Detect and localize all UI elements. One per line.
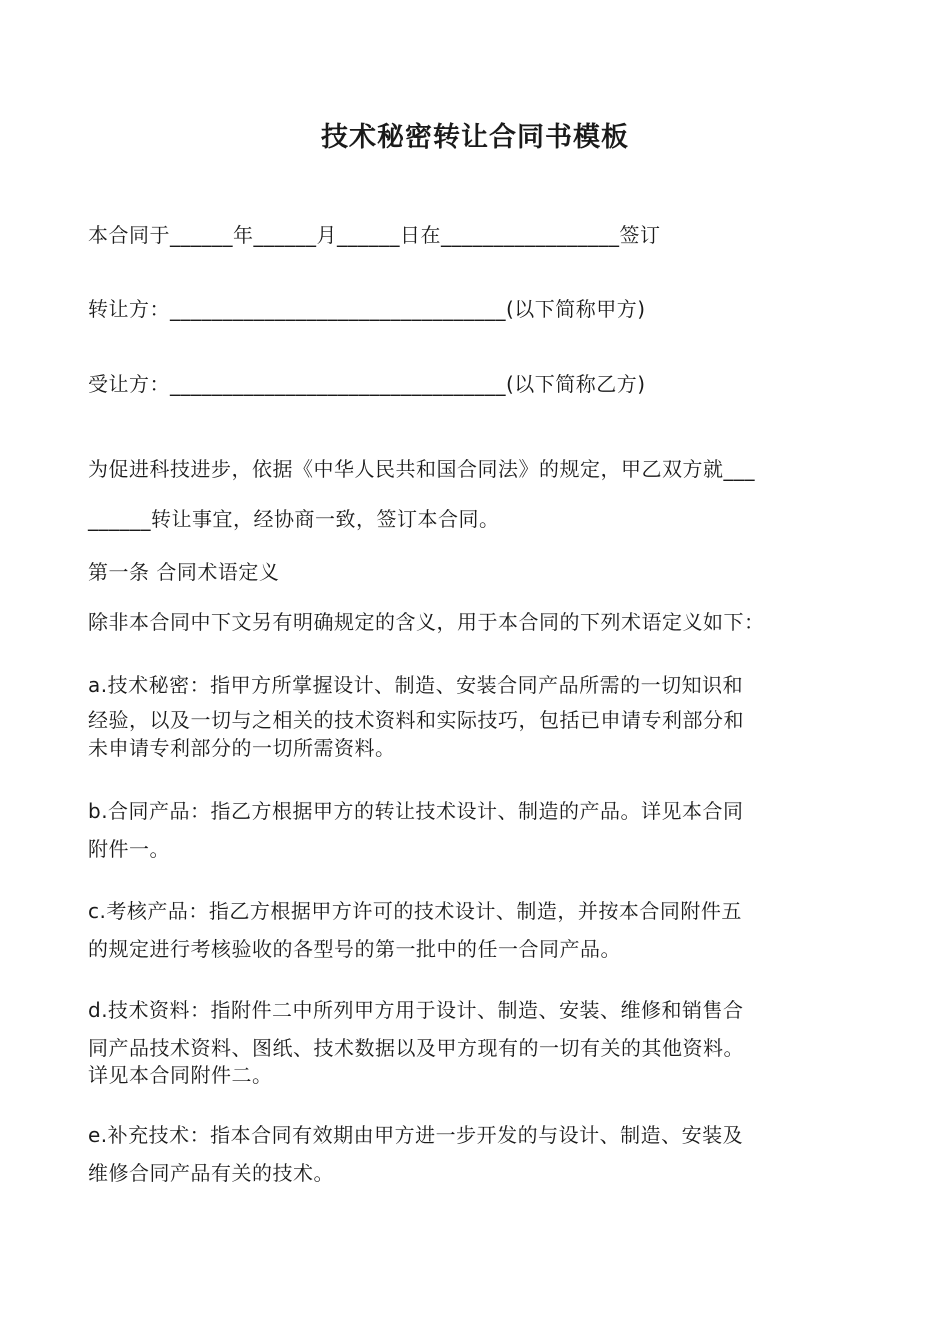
document-title: 技术秘密转让合同书模板 [321, 122, 629, 153]
definition-line: a.技术秘密：指甲方所掌握设计、制造、安装合同产品所需的一切知识和 [88, 673, 744, 697]
definition-line: 经验，以及一切与之相关的技术资料和实际技巧，包括已申请专利部分和 [88, 708, 744, 732]
definition-a [88, 668, 866, 766]
definition-line: 维修合同产品有关的技术。 [88, 1161, 334, 1185]
preamble-line: ______转让事宜，经协商一致，签订本合同。 [88, 507, 500, 531]
definition-line: 详见本合同附件二。 [88, 1063, 273, 1087]
definition-e [88, 1116, 866, 1192]
transferor-line: 转让方：________________________________(以下简称甲方) [88, 297, 646, 321]
preamble-paragraph [88, 444, 866, 544]
definition-line: 的规定进行考核验收的各型号的第一批中的任一合同产品。 [88, 937, 621, 961]
definition-b [88, 792, 866, 868]
definition-line: b.合同产品：指乙方根据甲方的转让技术设计、制造的产品。详见本合同 [88, 799, 744, 823]
preamble-line: 为促进科技进步，依据《中华人民共和国合同法》的规定，甲乙双方就___ [88, 457, 755, 481]
definition-line: c.考核产品：指乙方根据甲方许可的技术设计、制造，并按本合同附件五 [88, 899, 742, 923]
definition-c [88, 892, 866, 968]
article1-heading: 第一条 合同术语定义 [88, 560, 280, 584]
definition-line: e.补充技术：指本合同有效期由甲方进一步开发的与设计、制造、安装及 [88, 1123, 744, 1147]
definition-line: 未申请专利部分的一切所需资料。 [88, 736, 396, 760]
definition-line: d.技术资料：指附件二中所列甲方用于设计、制造、安装、维修和销售合 [88, 998, 744, 1022]
transferee-line: 受让方：________________________________(以下简称乙方) [88, 372, 646, 396]
article1-intro: 除非本合同中下文另有明确规定的含义，用于本合同的下列术语定义如下： [88, 610, 765, 634]
definition-d [88, 991, 866, 1094]
definition-line: 附件一。 [88, 837, 170, 861]
definition-line: 同产品技术资料、图纸、技术数据以及甲方现有的一切有关的其他资料。 [88, 1036, 744, 1060]
signing-line: 本合同于______年______月______日在_________________签订 [88, 223, 661, 247]
